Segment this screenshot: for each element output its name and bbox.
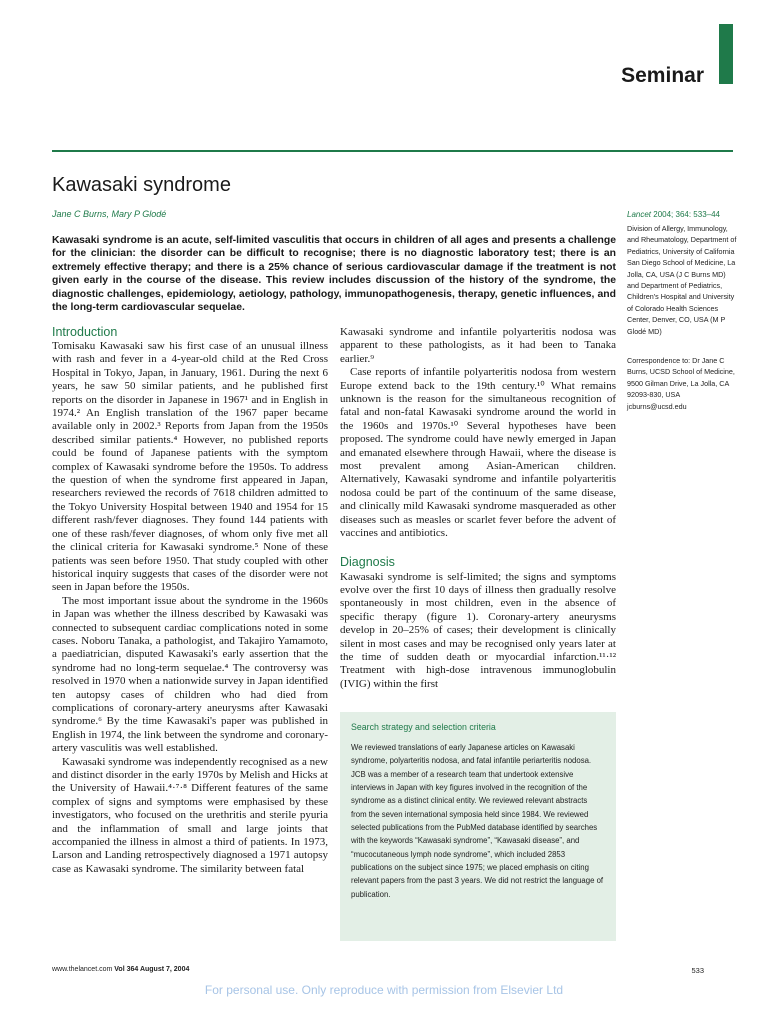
correspondence: Correspondence to: Dr Jane C Burns, UCSD School of Medicine, 9500 Gilman Drive, La Jolla, CA 92093-830, USA jcburns@ucsd.edu [627,356,735,411]
abstract: Kawasaki syndrome is an acute, self-limited vasculitis that occurs in children of all ages and presents a challenge for the clinician: the disorder can be difficult to recognise; there is no diagnostic laboratory test; there is an extremely effective therapy; and there is a 25% chance of serious cardiovascular damage if the treatment is not given early in the course of the disease. This review includes discussion of the history of the syndrome, the diagnostic challenges, epidemiology, aetiology, pathology, immunopathogenesis, therapy, genetic influences, and the long-term cardiovascular sequelae. [52,235,616,314]
body-paragraph: Kawasaki syndrome is self-limited; the signs and symptoms evolve over the first 10 days of illness then gradually resolve spontaneously in most children, even in the absence of specific therapy (figure 1). Coronary-artery aneurysms develop in 20–25% of cases; their development is clinically silent in most cases and may be recognised only years later at the time of sudden death or myocardial infarction.¹¹·¹² Treatment with high-dose intravenous immunoglobulin (IVIG) within the first [340,570,616,690]
panel-title: Search strategy and selection criteria [351,722,496,732]
body-column-2 [340,326,616,691]
body-paragraph: Tomisaku Kawasaki saw his first case of an unusual illness with rash and fever in a 4-year-old child at the Red Cross Hospital in Tokyo, Japan, in January, 1961. During the next 6 years, he saw 50 similar patients, and he published first reports on the disorder in Japanese in 1967¹ and in English in 1974.² An English translation of the 1967 paper became available only in 2002.³ Reports from Japan from the 1950s described similar patients.⁴ However, no published reports could be found of Japanese patients with the symptom complex of Kawasaki syndrome before the 1950s. To address the question of when the syndrome first appeared in Japan, researchers reviewed the records of 7618 children admitted to the Tokyo University Hospital between 1940 and 1954 for 15 different rash/fever diagnoses. They found 144 patients with one of these rash/fever diagnoses, of whom only five met all the clinical criteria for Kawasaki syndrome.⁵ None of these patients was seen before 1950. That study coupled with other historical inquiry suggests that cases of the disorder were not seen in Japan before the 1950s. [52,340,328,594]
body-paragraph: Kawasaki syndrome and infantile polyarteritis nodosa was apparent to these pathologists, as it had been to Tanaka earlier.⁹ [340,326,616,365]
search-strategy-panel [340,712,616,941]
section-heading-introduction: Introduction [52,325,118,339]
journal-color-bar [719,24,733,84]
page-number: 533 [691,966,704,975]
article-authors: Jane C Burns, Mary P Glodé [52,209,167,219]
copyright-watermark: For personal use. Only reproduce with permission from Elsevier Ltd [204,983,564,997]
section-heading-diagnosis: Diagnosis [340,554,395,569]
panel-body: We reviewed translations of early Japanese articles on Kawasaki syndrome, polyarteritis nodosa, and fatal infantile periarteritis nodosa. JCB was a member of a research team that undertook extensive interviews in Japan with key figures involved in the recognition of the syndrome as a distinct clinical entity. We reviewed relevant abstracts from the seven international symposia held since 1984. We reviewed selected publications from the PubMed database identified by searches with the keywords “Kawasaki syndrome”, “Kawasaki disease”, and “mucocutaneous lymph node syndrome”, which included 2853 publications on the subject since 1975; we placed emphasis on citing relevant papers from the past 3 years. We did not restrict the language of publication. [351,743,604,899]
section-label: Seminar [621,64,704,87]
journal-name: Lancet [627,210,652,219]
body-paragraph: Kawasaki syndrome was independently recognised as a new and distinct disorder in the early 1970s by Melish and Hicks at the University of Hawaii.⁴·⁷·⁸ Different features of the same complex of signs and symptoms were emphasised by these investigators, who focused on the urethritis and sterile pyuria and the inflammation of small and large joints that accompanied the illness in almost a third of patients. In 1973, Larson and Landing retrospectively diagnosed a 1971 autopsy case as Kawasaki syndrome. The similarity between fatal [52,755,328,875]
footer-left [52,966,189,973]
body-paragraph: The most important issue about the syndrome in the 1960s in Japan was whether the illness described by Kawasaki was connected to subsequent cardiac complications noted in some cases. Noboru Tanaka, a pathologist, and Takajiro Yamamoto, a paediatrician, disputed Kawasaki's early assertion that the syndrome had no long-term sequelae.⁴ The controversy was resolved in 1970 when a nationwide survey in Japan identified ten autopsy cases of children who had died from complications of coronary-artery aneurysms after Kawasaki syndrome.⁶ By the time Kawasaki's paper was published in English in 1974, the link between the syndrome and coronary-artery vasculitis was well established. [52,594,328,755]
citation [627,210,720,219]
body-column-1 [52,325,328,876]
article-title: Kawasaki syndrome [52,174,231,196]
footer-site: www.thelancet.com [52,966,113,973]
citation-volume: 2004; 364: 533–44 [651,210,720,219]
header-rule [52,150,733,152]
body-paragraph: Case reports of infantile polyarteritis nodosa from western Europe extend back to the 19th century.¹⁰ What remains unknown is the reason for the simultaneous recognition of fatal and non-fatal Kawasaki syndrome around the world in the 1960s and 1970s.¹⁰ Several hypotheses have been proposed. The syndrome could have newly emerged in Japan and emanated elsewhere through Hawaii, where the disease is most prevalent among Asian-American children. Alternatively, Kawasaki syndrome and infantile polyarteritis nodosa could be part of the continuum of the same disease, and clinically mild Kawasaki syndrome masqueraded as other diseases such as measles or scarlet fever before the advent of vaccines and antibiotics. [340,366,616,540]
author-affiliations: Division of Allergy, Immunology, and Rheumatology, Department of Pediatrics, University of California San Diego School of Medicine, La Jolla, CA, USA (J C Burns MD) and Department of Pediatrics, Children's Hospital and University of Colorado Health Sciences Center, Denver, CO, USA (M P Glodé MD) [627,224,737,336]
footer-issue: Vol 364 August 7, 2004 [114,966,190,973]
